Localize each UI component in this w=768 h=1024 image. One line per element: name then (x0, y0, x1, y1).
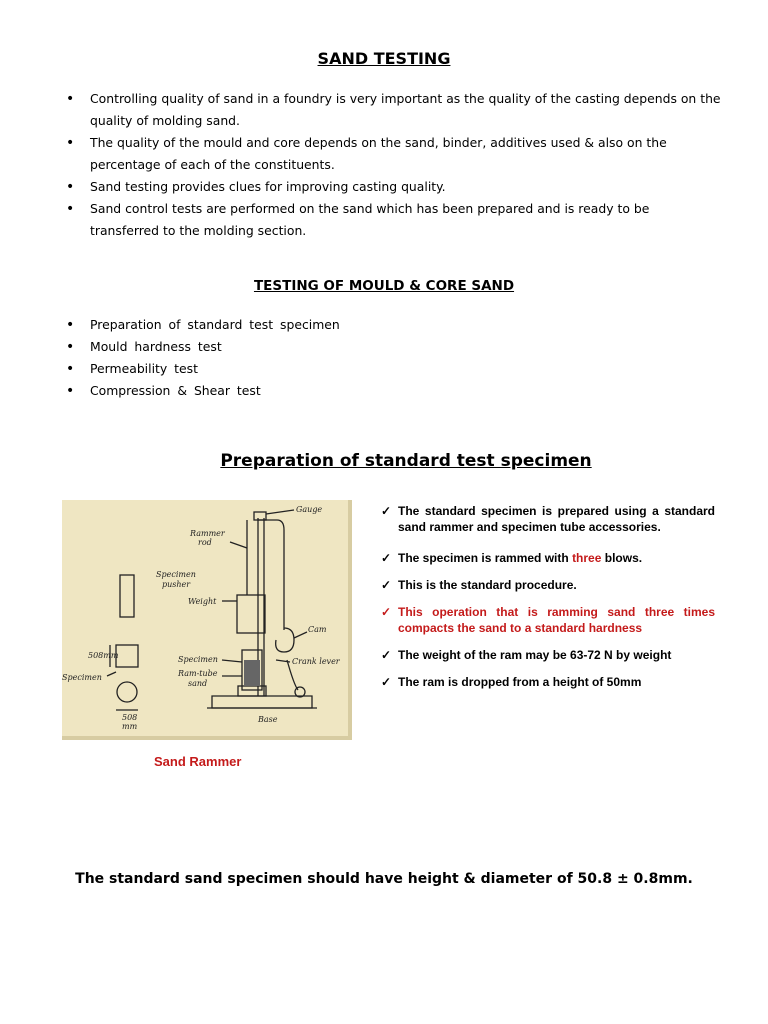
intro-bullet: • Sand control tests are performed on the sand which has been prepared and is ready to be transferred to the molding section. (62, 198, 722, 242)
label-pusher: pusher (162, 580, 191, 589)
check-item (381, 674, 715, 690)
test-item: • Compression & Shear test (62, 380, 722, 402)
test-item: • Mould hardness test (62, 336, 722, 358)
label-dim-dia-unit: mm (122, 722, 138, 731)
check-item (381, 577, 715, 593)
check-text: The specimen is rammed with (398, 551, 573, 565)
specimen-top (117, 682, 137, 702)
specimen-side (116, 645, 138, 667)
check-icon: ✓ (381, 578, 392, 592)
check-item (381, 550, 715, 566)
tests-bullet-list (62, 314, 722, 402)
label-ram-tube: Ram-tube (178, 669, 218, 678)
label-base: Base (258, 715, 278, 724)
check-text: The ram is dropped from a height of 50mm (398, 675, 642, 689)
intro-bullet: • Sand testing provides clues for improving casting quality. (62, 176, 722, 198)
intro-bullet: • The quality of the mould and core depends on the sand, binder, additives used & also on the percentage of each of the constituents. (62, 132, 722, 176)
weight-block (237, 595, 265, 633)
label-dim-height: 508mm (88, 651, 119, 660)
intro-bullet-list (62, 88, 722, 242)
label-specimen-left: Specimen (62, 673, 102, 682)
check-item (381, 503, 715, 535)
test-item: • Preparation of standard test specimen (62, 314, 722, 336)
check-text: The weight of the ram may be 63-72 N by weight (398, 648, 672, 662)
label-dim-dia: 508 (122, 713, 138, 722)
check-icon: ✓ (381, 504, 392, 518)
leader-specimen-left (107, 672, 116, 676)
sand-rammer-diagram (62, 500, 352, 740)
label-crank-lever: Crank lever (292, 657, 340, 666)
label-specimen-pusher: Specimen (156, 570, 196, 579)
check-icon: ✓ (381, 675, 392, 689)
label-gauge: Gauge (296, 505, 323, 514)
page-title: SAND TESTING (317, 49, 451, 68)
check-text: The standard specimen is prepared using a standard sand rammer and specimen tube accessories. (398, 504, 715, 534)
check-item (381, 647, 715, 663)
specimen-pusher (120, 575, 134, 617)
specimen-facts-list (381, 503, 715, 701)
label-weight: Weight (188, 597, 217, 606)
section-title: TESTING OF MOULD & CORE SAND (253, 278, 515, 294)
leader-cam (294, 632, 307, 638)
leader-gauge (266, 510, 294, 514)
label-specimen: Specimen (178, 655, 218, 664)
sand-fill (244, 660, 260, 686)
top-arm (258, 520, 284, 630)
base-plate (212, 696, 312, 708)
check-text: This is the standard procedure. (398, 578, 577, 592)
leader-specimen (222, 660, 242, 662)
sand-rammer-drawing (62, 500, 348, 736)
check-icon: ✓ (381, 648, 392, 662)
check-text-end: blows. (601, 551, 643, 565)
check-item (381, 604, 715, 636)
check-highlight: three (572, 551, 602, 565)
intro-bullet: • Controlling quality of sand in a foundry is very important as the quality of the casting depends on the quality of molding sand. (62, 88, 722, 132)
label-rod: rod (198, 538, 212, 547)
leader-rod (230, 542, 247, 548)
footer-note: The standard sand specimen should have height & diameter of 50.8 ± 0.8mm. (75, 871, 693, 887)
label-cam: Cam (308, 625, 327, 634)
label-rammer: Rammer (190, 529, 225, 538)
check-text: This operation that is ramming sand three times compacts the sand to a standard hardness (398, 605, 715, 635)
cam-shape (276, 628, 294, 652)
test-item: • Permeability test (62, 358, 722, 380)
diagram-caption: Sand Rammer (154, 754, 242, 769)
label-ram-tube-sand: sand (188, 679, 208, 688)
subsection-title: Preparation of standard test specimen (220, 451, 592, 471)
check-icon: ✓ (381, 605, 392, 619)
check-icon: ✓ (381, 551, 392, 565)
